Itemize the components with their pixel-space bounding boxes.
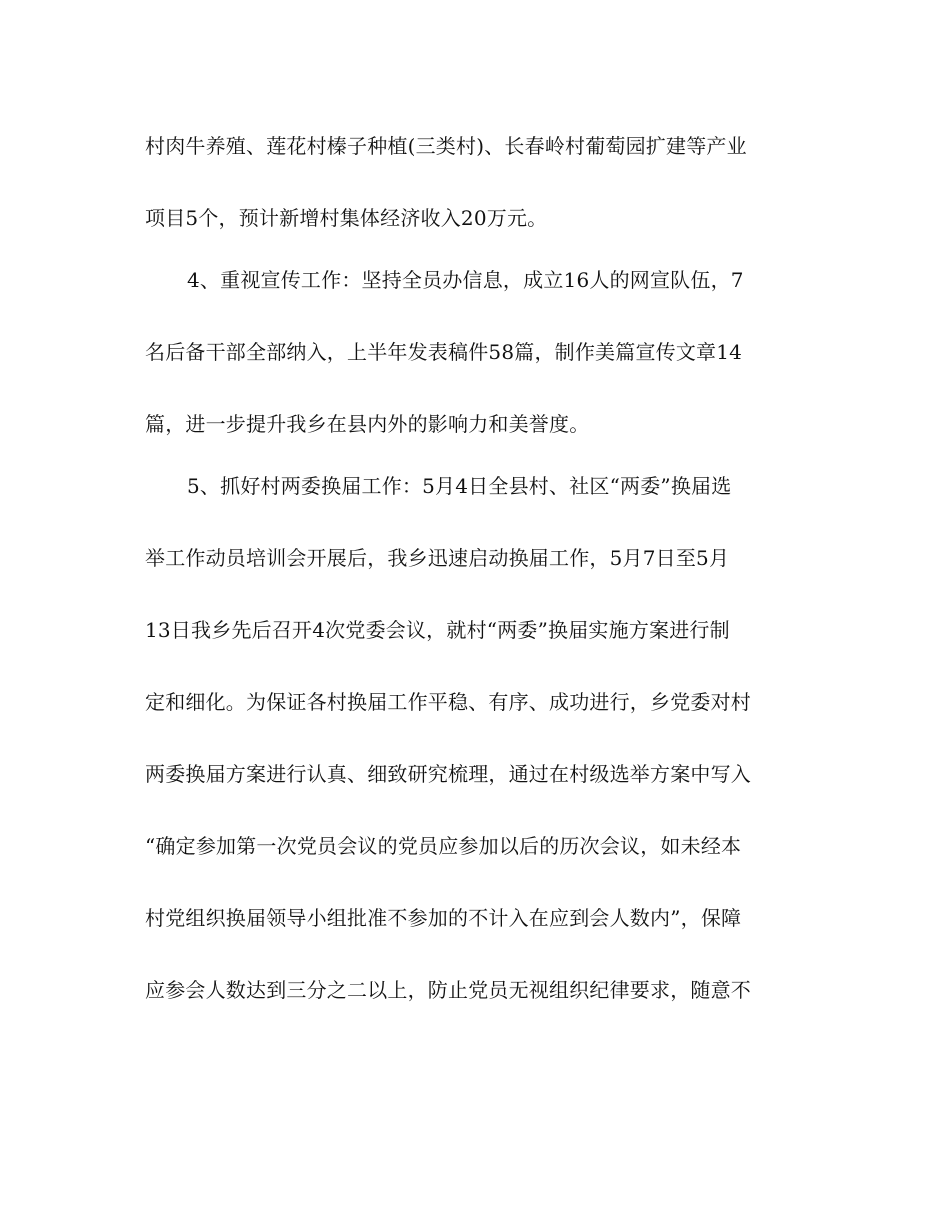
text-line: 村党组织换届领导小组批准不参加的不计入在应到会人数内”，保障 [145, 906, 742, 930]
text-line: 定和细化。为保证各村换届工作平稳、有序、成功进行，乡党委对村 [145, 690, 751, 714]
text-line: 名后备干部全部纳入，上半年发表稿件58篇，制作美篇宣传文章14 [145, 340, 743, 364]
text-line: 两委换届方案进行认真、细致研究梳理，通过在村级选举方案中写入 [145, 762, 751, 786]
text-line: 13日我乡先后召开4次党委会议，就村“两委”换届实施方案进行制 [145, 618, 730, 642]
text-line: 篇，进一步提升我乡在县内外的影响力和美誉度。 [145, 412, 590, 436]
text-line: 项目5个，预计新增村集体经济收入20万元。 [145, 206, 548, 230]
text-line: “确定参加第一次党员会议的党员应参加以后的历次会议，如未经本 [145, 834, 742, 858]
text-line: 应参会人数达到三分之二以上，防止党员无视组织纪律要求，随意不 [145, 978, 751, 1002]
text-line: 村肉牛养殖、莲花村榛子种植(三类村)、长春岭村葡萄园扩建等产业 [145, 134, 747, 158]
paragraph-start-line: 4、重视宣传工作：坚持全员办信息，成立16人的网宣队伍，7 [187, 268, 744, 292]
paragraph-start-line: 5、抓好村两委换届工作：5月4日全县村、社区“两委”换届选 [187, 474, 732, 498]
text-line: 举工作动员培训会开展后，我乡迅速启动换届工作，5月7日至5月 [145, 546, 730, 570]
